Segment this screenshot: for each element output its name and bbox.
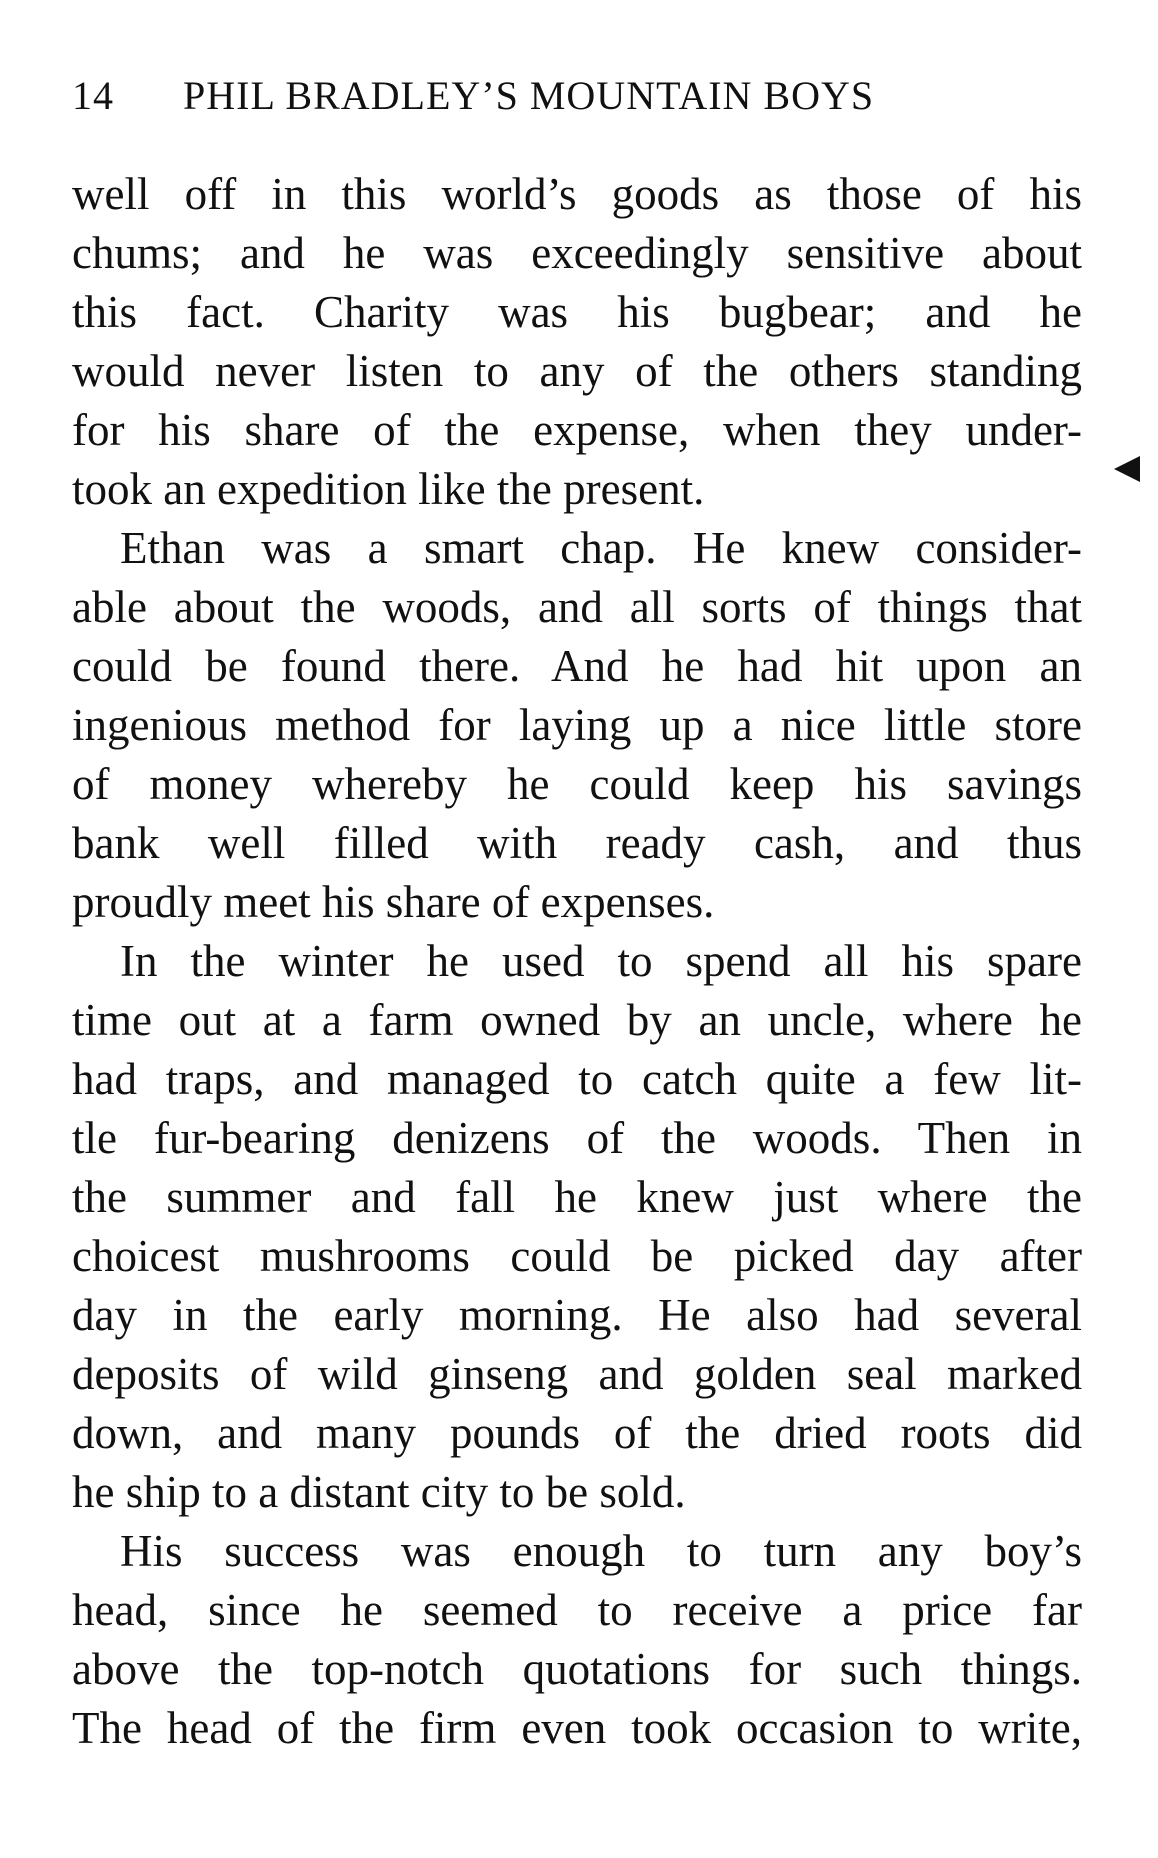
- text-line: choicest mushrooms could be picked day after: [72, 1231, 1082, 1281]
- text-line: would never listen to any of the others standing: [72, 346, 1082, 396]
- text-line: proudly meet his share of expenses.: [72, 877, 715, 927]
- text-line: Ethan was a smart chap. He knew consider-: [120, 523, 1082, 573]
- text-line: head, since he seemed to receive a price far: [72, 1585, 1082, 1635]
- text-line: bank well filled with ready cash, and thus: [72, 818, 1082, 868]
- margin-arrow-icon: [1114, 456, 1140, 482]
- page-header: [72, 72, 1082, 122]
- text-line: above the top-notch quotations for such things.: [72, 1644, 1082, 1694]
- text-line: of money whereby he could keep his savings: [72, 759, 1082, 809]
- text-line: well off in this world’s goods as those of his: [72, 169, 1082, 219]
- text-line: deposits of wild ginseng and golden seal marked: [72, 1349, 1082, 1399]
- page-number: 14: [72, 73, 114, 118]
- text-line: this fact. Charity was his bugbear; and he: [72, 287, 1082, 337]
- text-line: His success was enough to turn any boy’s: [120, 1526, 1082, 1576]
- text-line: down, and many pounds of the dried roots did: [72, 1408, 1082, 1458]
- text-line: took an expedition like the present.: [72, 464, 705, 514]
- running-title: PHIL BRADLEY’S MOUNTAIN BOYS: [183, 73, 875, 118]
- text-line: day in the early morning. He also had several: [72, 1290, 1082, 1340]
- text-line: had traps, and managed to catch quite a few lit-: [72, 1054, 1082, 1104]
- text-line: The head of the firm even took occasion to write,: [72, 1703, 1082, 1753]
- text-line: tle fur-bearing denizens of the woods. Then in: [72, 1113, 1082, 1163]
- text-line: time out at a farm owned by an uncle, where he: [72, 995, 1082, 1045]
- text-line: able about the woods, and all sorts of things that: [72, 582, 1082, 632]
- text-line: In the winter he used to spend all his spare: [120, 936, 1082, 986]
- text-line: could be found there. And he had hit upon an: [72, 641, 1082, 691]
- text-line: chums; and he was exceedingly sensitive about: [72, 228, 1082, 278]
- text-line: for his share of the expense, when they under-: [72, 405, 1082, 455]
- body-text: [72, 165, 1082, 1758]
- text-line: ingenious method for laying up a nice little store: [72, 700, 1082, 750]
- text-line: the summer and fall he knew just where the: [72, 1172, 1082, 1222]
- text-line: he ship to a distant city to be sold.: [72, 1467, 686, 1517]
